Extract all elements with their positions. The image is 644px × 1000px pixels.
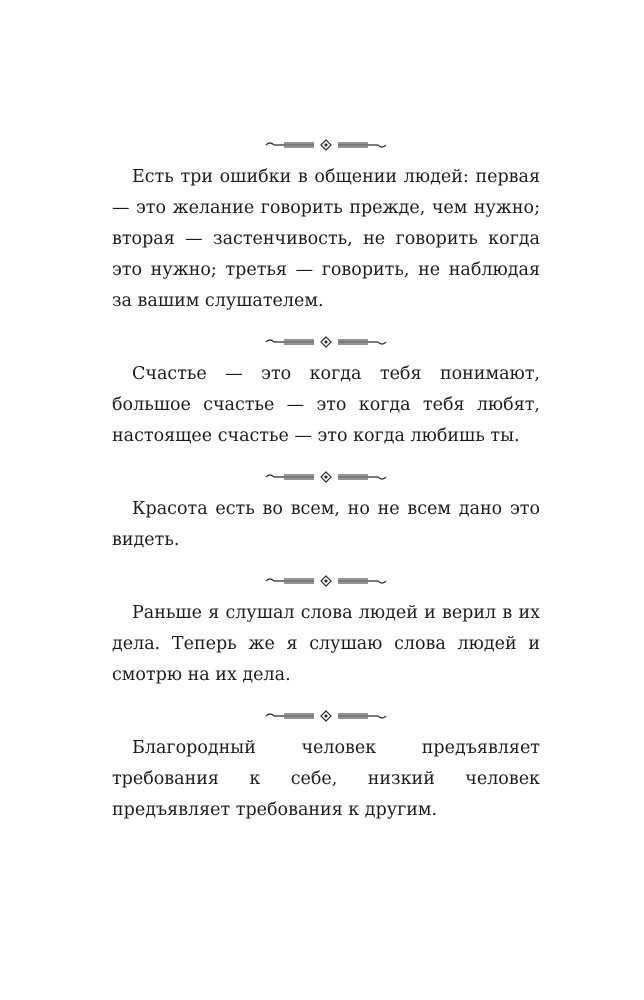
ornament-icon bbox=[264, 471, 388, 483]
quote-3: Красота есть во всем, но не всем дано это видеть. bbox=[112, 499, 540, 550]
quote-5: Благородный человек предъявляет требования к себе, низкий человек предъявляет требования к другим. bbox=[112, 738, 540, 820]
ornamental-divider bbox=[112, 705, 540, 727]
quote-2: Счастье — это когда тебя понимают, большое счастье — это когда тебя любят, настоящее счастье — это когда любишь ты. bbox=[112, 364, 540, 446]
ornamental-divider bbox=[112, 331, 540, 353]
ornamental-divider bbox=[112, 134, 540, 156]
ornament-icon bbox=[264, 139, 388, 151]
ornamental-divider bbox=[112, 570, 540, 592]
ornament-icon bbox=[264, 575, 388, 587]
ornament-icon bbox=[264, 710, 388, 722]
quote-4: Раньше я слушал слова людей и верил в их дела. Теперь же я слушаю слова людей и смотрю на их дела. bbox=[112, 603, 540, 685]
ornamental-divider bbox=[112, 466, 540, 488]
ornament-icon bbox=[264, 336, 388, 348]
book-page bbox=[112, 134, 540, 826]
quote-1: Есть три ошибки в общении людей: первая — это желание говорить прежде, чем нужно; вторая — застенчивость, не говорить когда это нужно; третья — говорить, не наблюдая за вашим слушателем. bbox=[112, 167, 540, 311]
